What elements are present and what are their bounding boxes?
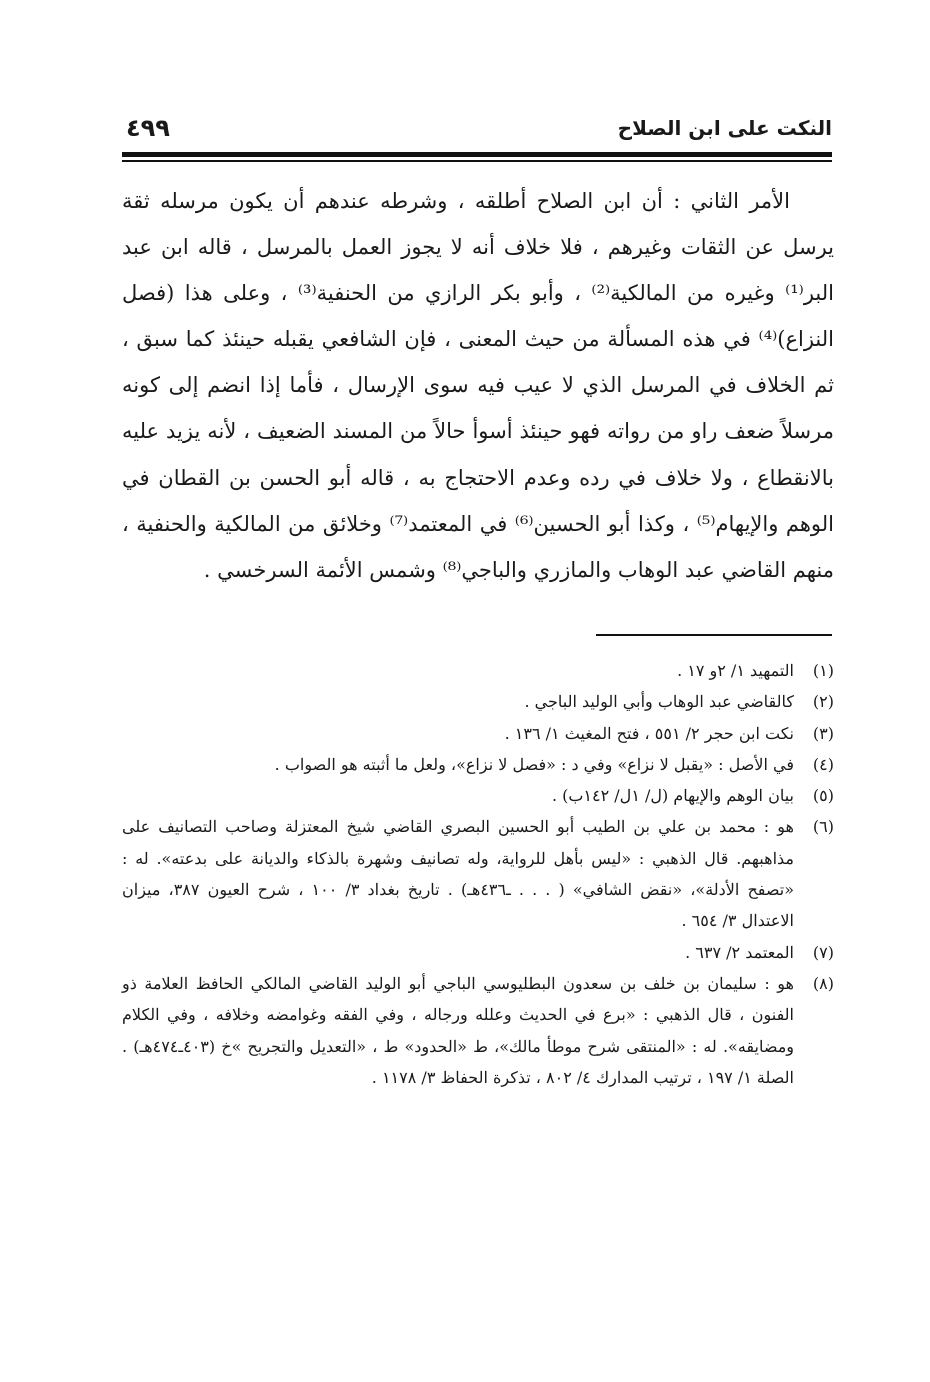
footnotes-list — [122, 655, 834, 1093]
footnote-separator — [596, 634, 832, 636]
footnote-number: (٥) — [812, 786, 834, 806]
footnote-number: (٢) — [812, 692, 834, 712]
footnote-text: نكت ابن حجر ٢/ ٥٥١ ، فتح المغيث ١/ ١٣٦ . — [504, 723, 794, 743]
footnote-item — [122, 811, 834, 936]
header-rule-thick — [122, 152, 832, 157]
footnote-text: المعتمد ٢/ ٦٣٧ . — [685, 942, 794, 962]
page-number: ٤٩٩ — [126, 114, 170, 142]
header-rule-thin — [122, 160, 832, 162]
footnote-item — [122, 937, 834, 968]
running-header — [122, 108, 832, 152]
footnote-text: كالقاضي عبد الوهاب وأبي الوليد الباجي . — [524, 692, 794, 712]
footnote-item — [122, 718, 834, 749]
footnote-text: التمهيد ١/ ٢و ١٧ . — [677, 661, 794, 680]
footnote-text: بيان الوهم والإيهام (ل/ ١ل/ ١٤٢ب) . — [551, 786, 794, 806]
footnote-item — [122, 780, 834, 811]
footnote-text: هو : سليمان بن خلف بن سعدون البطليوسي الباجي أبو الوليد القاضي المالكي الحافظ العلامة ذو الفنون ، قال الذهبي : «برع في الحديث وعلله ورجاله ، وفي الفقه وغوامضه وخلافه ، وفي الكلام ومضايقه». له : «المنتقى شرح موطأ مالك»، ط «الحدود» ط ، «التعديل والتجريح »خ (٤٠٣ـ٤٧٤هـ) . الصلة ١/ ١٩٧ ، ترتيب المدارك ٤/ ٨٠٢ ، تذكرة الحفاظ ٣/ ١١٧٨ . — [122, 973, 794, 1087]
footnote-number: (٧) — [812, 942, 834, 962]
footnote-item — [122, 968, 834, 1093]
footnote-text: في الأصل : «يقبل لا نزاع» وفي د : «فصل لا نزاع»، ولعل ما أثبته هو الصواب . — [274, 754, 794, 774]
footnote-item — [122, 749, 834, 780]
footnote-item — [122, 655, 834, 686]
footnote-item — [122, 686, 834, 717]
main-text — [122, 178, 834, 593]
footnote-number: (٤) — [812, 754, 834, 774]
footnote-number: (١) — [812, 661, 834, 680]
footnote-text: هو : محمد بن علي بن الطيب أبو الحسين البصري القاضي شيخ المعتزلة وصاحب التصانيف على مذاهبهم. قال الذهبي : «ليس بأهل للرواية، وله تصانيف وشهرة بالذكاء والديانة على بدعته». له : «تصفح الأدلة»، «نقض الشافي» ( . . . ـ٤٣٦هـ) . تاريخ بغداد ٣/ ١٠٠ ، شرح العيون ٣٨٧، ميزان الاعتدال ٣/ ٦٥٤ . — [122, 817, 795, 931]
main-paragraph: الأمر الثاني : أن ابن الصلاح أطلقه ، وشرطه عندهم أن يكون مرسله ثقة يرسل عن الثقات وغيرهم ، فلا خلاف أنه لا يجوز العمل بالمرسل ، قاله ابن عبد البر⁽¹⁾ وغيره من المالكية⁽²⁾ ، وأبو بكر الرازي من الحنفية⁽³⁾ ، وعلى هذا (فصل النزاع)⁽⁴⁾ في هذه المسألة من حيث المعنى ، فإن الشافعي يقبله حينئذ كما سبق ، ثم الخلاف في المرسل الذي لا عيب فيه سوى الإرسال ، فأما إذا انضم إلى كونه مرسلاً ضعف راو من رواته فهو حينئذ أسوأ حالاً من المسند الضعيف ، لأنه يزيد عليه بالانقطاع ، ولا خلاف في رده وعدم الاحتجاج به ، قاله أبو الحسن بن القطان في الوهم والإيهام⁽⁵⁾ ، وكذا أبو الحسين⁽⁶⁾ في المعتمد⁽⁷⁾ وخلائق من المالكية والحنفية ، منهم القاضي عبد الوهاب والمازري والباجي⁽⁸⁾ وشمس الأئمة السرخسي . — [122, 189, 835, 582]
running-title: النكت على ابن الصلاح — [617, 116, 832, 140]
footnote-number: (٦) — [812, 817, 834, 837]
footnote-number: (٨) — [812, 973, 834, 993]
footnote-number: (٣) — [812, 723, 834, 743]
